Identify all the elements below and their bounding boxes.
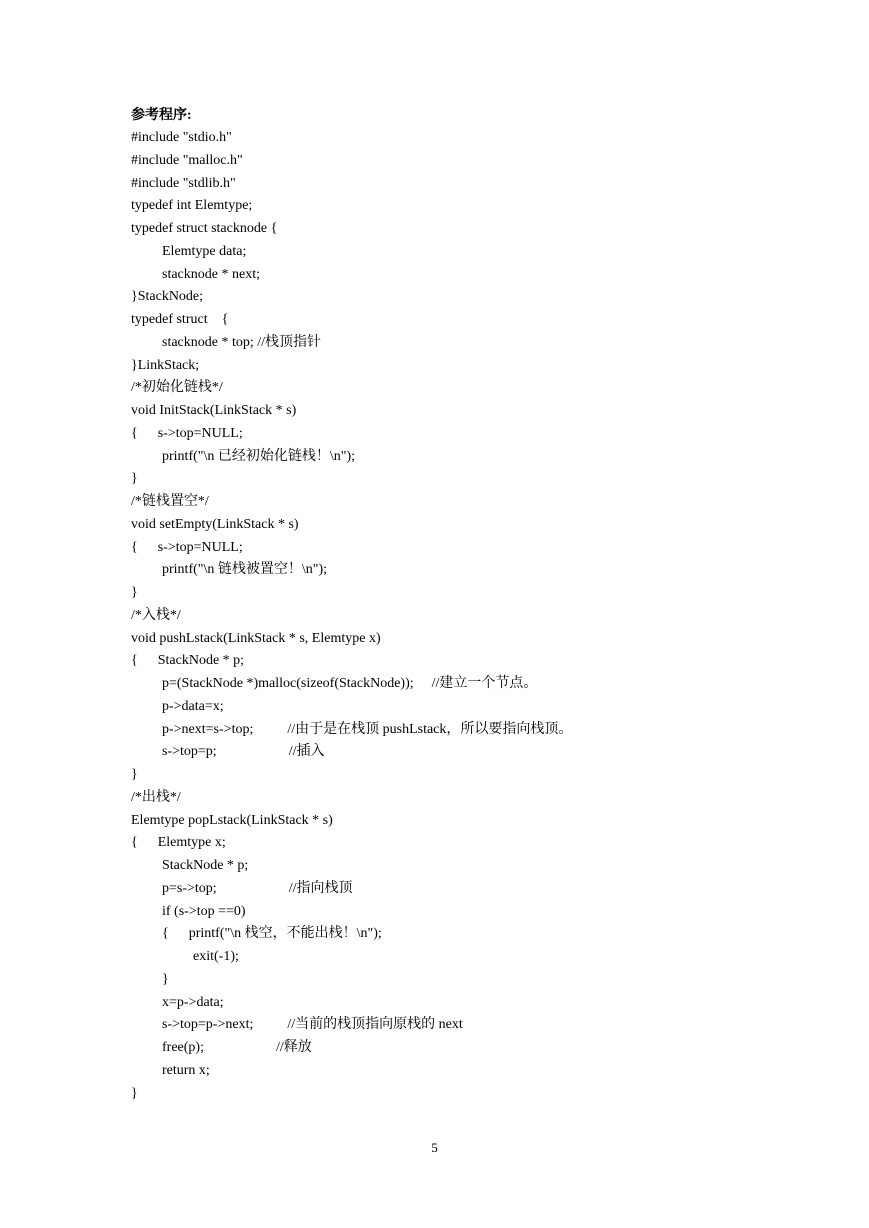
code-comment-line: /*入栈*/	[131, 607, 181, 623]
code-text: p->next=s->top;	[162, 721, 254, 737]
code-line: void setEmpty(LinkStack * s)	[131, 516, 299, 532]
page-number: 5	[431, 1140, 438, 1155]
code-line: x=p->data;	[162, 994, 224, 1010]
code-line: StackNode * p;	[162, 858, 249, 873]
code-line	[131, 1014, 572, 1037]
code-line: typedef int Elemtype;	[131, 198, 253, 214]
code-line: void pushLstack(LinkStack * s, Elemtype x)	[131, 630, 381, 646]
code-line: }	[131, 585, 138, 600]
code-brace: {	[131, 539, 138, 555]
code-text: free(p);	[162, 1040, 204, 1055]
code-line: void InitStack(LinkStack * s)	[131, 403, 297, 418]
code-text: s->top=p;	[162, 744, 217, 760]
code-line	[131, 923, 572, 946]
code-comment-line: /*初始化链栈*/	[131, 380, 223, 396]
code-listing	[131, 127, 572, 1105]
code-line: return x;	[162, 1062, 210, 1078]
code-line: }	[131, 471, 138, 487]
code-line: typedef struct stacknode {	[131, 221, 278, 236]
code-line: typedef struct {	[131, 312, 229, 327]
code-brace: {	[162, 926, 169, 942]
code-line: }LinkStack;	[131, 357, 200, 373]
code-line: if (s->top ==0)	[162, 903, 246, 919]
section-heading: 参考程序:	[131, 108, 192, 123]
code-line	[131, 719, 572, 742]
code-line: #include "stdio.h"	[131, 130, 232, 145]
code-brace: {	[131, 835, 138, 851]
code-line: Elemtype data;	[162, 243, 247, 259]
code-line: printf("\n 已经初始化链栈！\n");	[162, 448, 356, 464]
code-line: Elemtype popLstack(LinkStack * s)	[131, 812, 333, 828]
code-line	[131, 423, 572, 446]
code-line: }	[131, 1085, 138, 1101]
code-line	[131, 1037, 572, 1060]
code-line	[131, 673, 572, 696]
code-comment-line: /*链栈置空*/	[131, 494, 209, 509]
code-line: exit(-1);	[193, 949, 239, 964]
code-line: #include "stdlib.h"	[131, 175, 236, 191]
code-comment: //插入	[288, 744, 325, 760]
code-line: stacknode * next;	[162, 266, 260, 282]
code-text: p=(StackNode *)malloc(sizeof(StackNode));	[162, 676, 414, 691]
code-line: }StackNode;	[131, 289, 204, 305]
code-line: }	[131, 767, 138, 782]
code-comment: //当前的栈顶指向原栈的 next	[287, 1017, 463, 1033]
code-line	[131, 332, 572, 355]
code-line: printf("\n 链栈被置空！\n");	[162, 562, 328, 578]
code-line	[131, 878, 572, 901]
code-line: }	[162, 971, 169, 987]
code-line	[131, 537, 572, 560]
code-text: s->top=NULL;	[157, 425, 243, 441]
code-comment-line: /*出栈*/	[131, 789, 181, 805]
code-text: s->top=p->next;	[162, 1017, 254, 1033]
code-brace: {	[131, 653, 138, 669]
code-line: #include "malloc.h"	[131, 152, 243, 168]
code-comment: //栈顶指针	[257, 334, 322, 350]
code-line	[131, 741, 572, 764]
code-comment: //指向栈顶	[288, 880, 353, 896]
code-line	[131, 650, 572, 673]
code-comment: //由于是在栈顶 pushLstack，所以要指向栈顶。	[287, 721, 573, 737]
code-text: StackNode * p;	[157, 653, 245, 669]
code-brace: {	[131, 425, 138, 441]
code-text: Elemtype x;	[157, 835, 226, 851]
code-text: stacknode * top;	[162, 334, 258, 350]
code-line	[131, 832, 572, 855]
code-text: p=s->top;	[162, 880, 217, 896]
code-line: p->data=x;	[162, 698, 224, 714]
code-comment: //建立一个节点。	[431, 676, 538, 691]
code-comment: //释放	[275, 1040, 312, 1055]
code-text: printf("\n 栈空，不能出栈！\n");	[188, 926, 382, 942]
code-text: s->top=NULL;	[157, 539, 243, 555]
